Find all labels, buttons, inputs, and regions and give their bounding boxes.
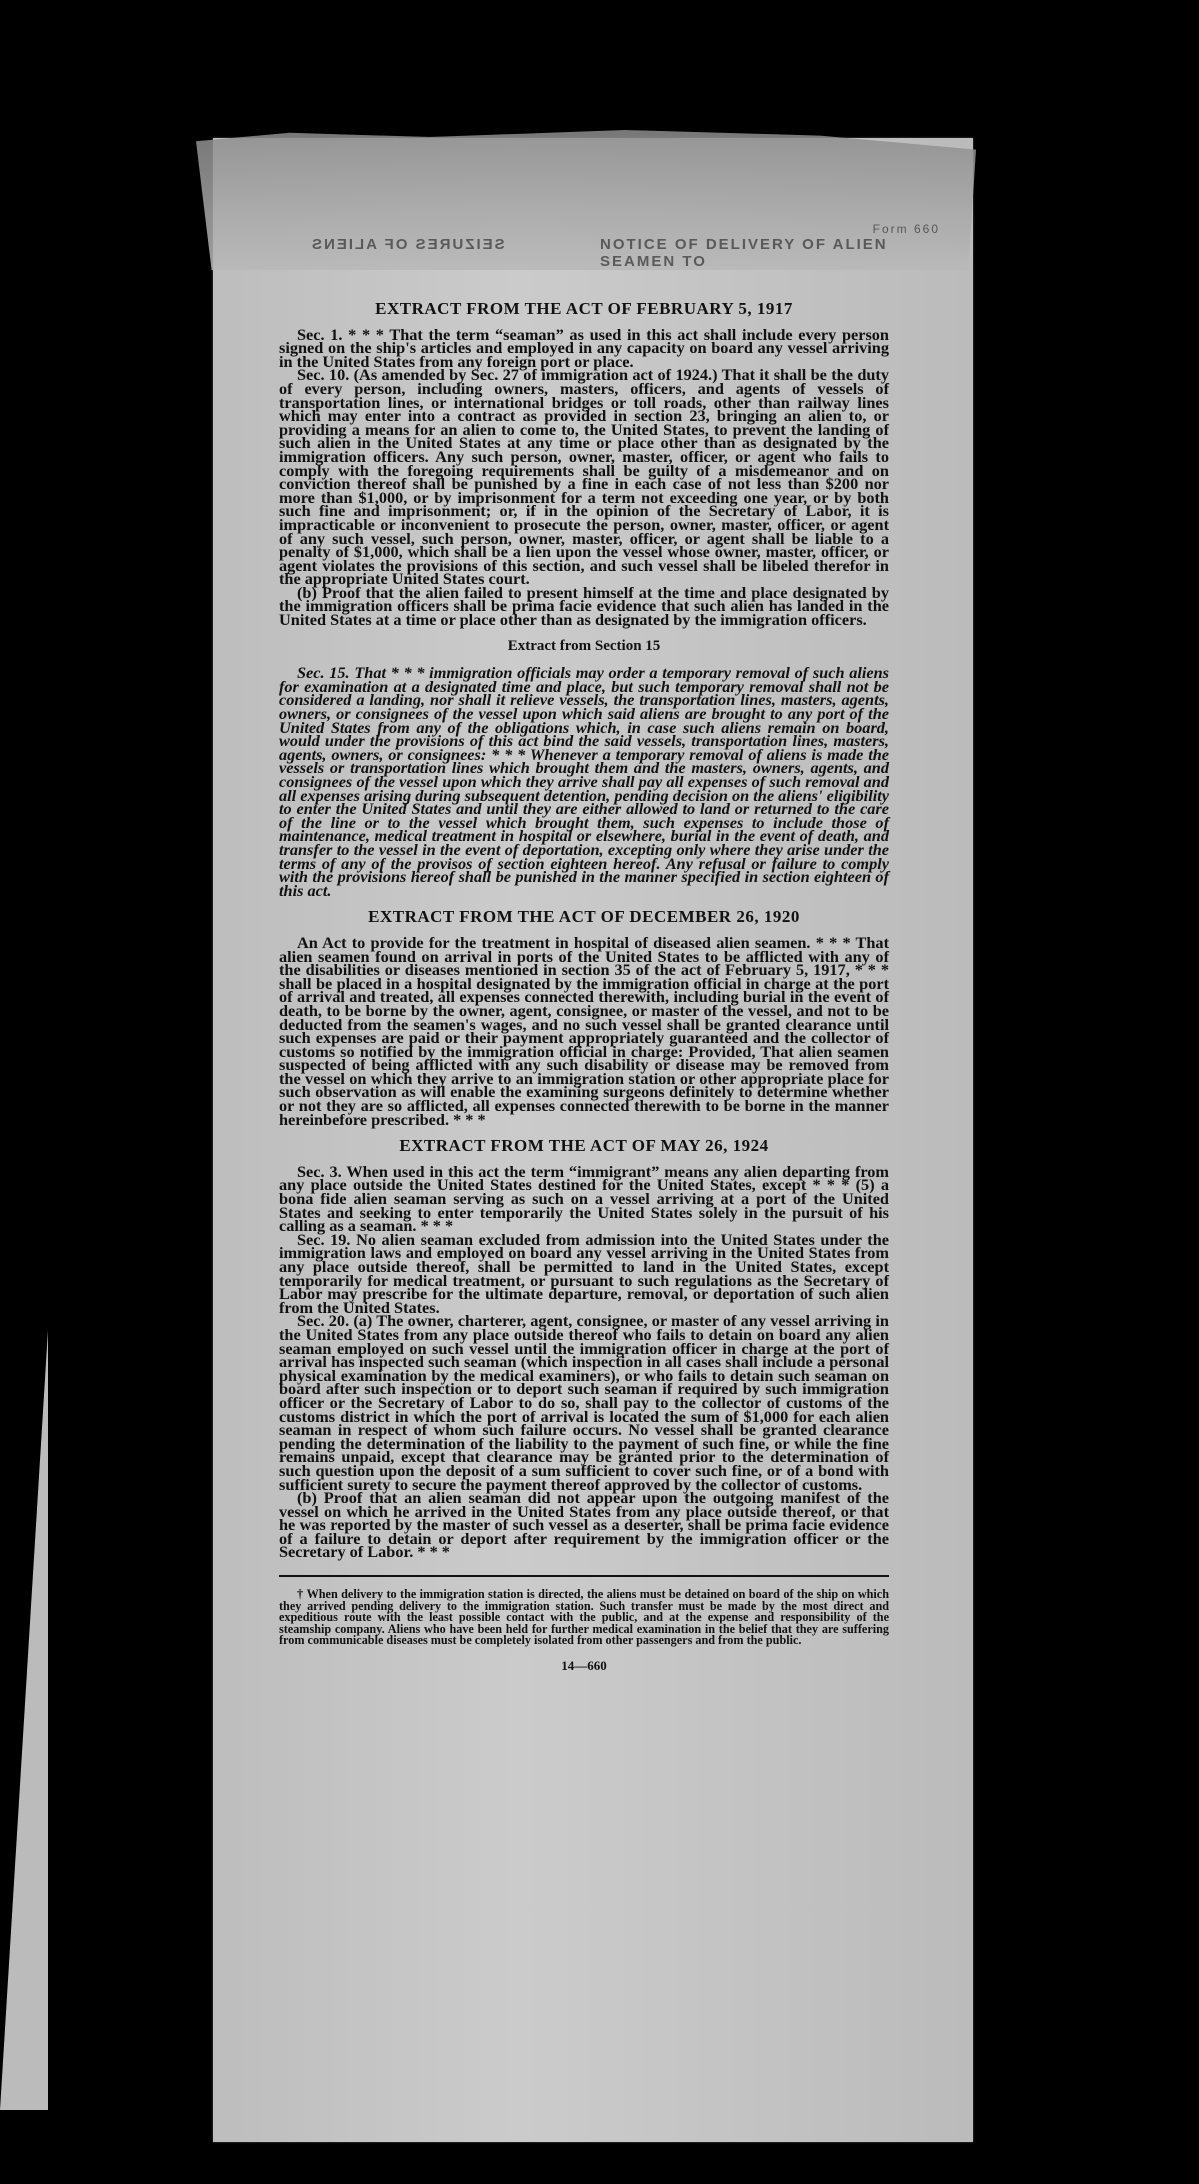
section-title-1924: EXTRACT FROM THE ACT OF MAY 26, 1924 — [399, 1136, 769, 1156]
paragraph-sec-1: Sec. 1. * * * That the term “seaman” as used in this act shall include every person signed on the ship's articles and employed in any capacity on board any vessel arriving in the United States from any foreign port or place. — [279, 324, 889, 371]
paragraph-sec-3: Sec. 3. When used in this act the term “immigrant” means any alien departing from any place outside the United States destined for the United States, except * * * (5) a bona fide alien seaman serving as such on a vessel arriving at a port of the United States and seeking to enter temporarily the United States solely in the pursuit of his calling as a seaman. * * * — [279, 1161, 889, 1236]
footnote — [279, 1589, 889, 1647]
form-header — [300, 222, 940, 270]
paragraph-sec-10: Sec. 10. (As amended by Sec. 27 of immigration act of 1924.) That it shall be the duty of every person, including owners, masters, officers, and agents of vessels of transportation lines, or international bridges or toll roads, other than railway lines which may enter into a contract as provided in section 23, bringing an alien to, or providing a means for an alien to come to, the United States, to prevent the landing of such alien in the United States at any time or place other than as designated by the immigration officers. Any such person, owner, master, officer, or agent who fails to comply with the foregoing requirements shall be guilty of a misdemeanor and on conviction thereof shall be punished by a fine in each case of not less than $200 nor more than $1,000, or by imprisonment for a term not exceeding one year, or by both such fine and imprisonment; or, if in the opinion of the Secretary of Labor, it is impracticable or inconvenient to prosecute the person, owner, master, officer, or agent of any such vessel, such person, owner, master, officer, or agent shall be liable to a penalty of $1,000, which shall be a lien upon the vessel whose owner, master, officer, or agent violates the provisions of this section, and such vessel shall be libeled therefor in the appropriate United States court. — [279, 365, 889, 589]
section-title-section-15: Extract from Section 15 — [507, 637, 661, 654]
page-number: 14—660 — [561, 1657, 607, 1673]
footnote-divider — [279, 1575, 889, 1577]
paragraph-sec-20: Sec. 20. (a) The owner, charterer, agent, consignee, or master of any vessel arriving in the United States from any place outside thereof who fails to detain on board any alien seaman employed on such vessel until the immigration officer in charge at the port of arrival has inspected such seaman (which inspection in all cases shall include a personal physical examination by the medical examiners), or who fails to detain such seaman on board after such inspection or to deport such seaman if required by such immigration officer or the Secretary of Labor to do so, shall pay to the collector of customs of the customs district in which the port of arrival is located the sum of $1,000 for each alien seaman in respect of whom such failure occurs. No vessel shall be granted clearance pending the determination of the liability to the payment of such fine, or while the fine remains unpaid, except that clearance may be granted prior to the determination of such question upon the deposit of a sum sufficient to cover such fine, or of a bond with sufficient surety to secure the payment thereof approved by the collector of customs. — [279, 1311, 889, 1494]
paragraph-sec-19: Sec. 19. No alien seaman excluded from admission into the United States under the immigration laws and employed on board any vessel arriving in the United States from any place outside thereof, shall be permitted to land in the United States, except temporarily for medical treatment, or pursuant to such regulations as the Secretary of Labor may prescribe for the ultimate departure, removal, or deportation of such alien from the United States. — [279, 1229, 889, 1317]
form-number: Form 660 — [872, 222, 940, 236]
notice-title: NOTICE OF DELIVERY OF ALIEN SEAMEN TO — [600, 236, 888, 270]
paragraph-sec-15: Sec. 15. That * * * immigration officials may order a temporary removal of such aliens for examination at a designated time and place, but such temporary removal shall not be considered a landing, nor shall it relieve vessels, the transportation lines, masters, agents, owners, or consignees of the vessel upon which said aliens are brought to any port of the United States from any of the obligations which, in case such aliens remain on board, would under the provisions of this act bind the said vessels, transportation lines, masters, agents, owners, or consignees: * * * Whenever a temporary removal of aliens is made the vessels or transportation lines which brought them and the masters, owners, agents, and consignees of the vessel upon which they arrive shall pay all expenses of such removal and all expenses arising during subsequent detention, pending decision on the aliens' eligibility to enter the United States and until they are either allowed to land or returned to the care of the line or to the vessel which brought them, such expenses to include those of maintenance, medical treatment in hospital or elsewhere, burial in the event of death, and transfer to the vessel in the event of deportation, excepting only where they arise under the terms of any of the provisos of section eighteen hereof. Any refusal or failure to comply with the provisions hereof shall be punished in the manner specified in section eighteen of this act. — [279, 663, 889, 900]
paragraph-sec-20-b: (b) Proof that an alien seaman did not appear upon the outgoing manifest of the vessel on which he arrived in the United States from any place outside thereof, or that he was reported by the master of such vessel as a deserter, shall be prima facie evidence of a failure to detain or deport after requirement by the immigration officer or the Secretary of Labor. * * * — [279, 1488, 889, 1562]
mirrored-header-text: SEIZURES OF ALIENS — [310, 236, 505, 253]
section-title-1920: EXTRACT FROM THE ACT OF DECEMBER 26, 1920 — [368, 907, 800, 927]
adjacent-sheet-edge — [0, 1330, 48, 2110]
document-body — [279, 299, 889, 1673]
section-title-1917: EXTRACT FROM THE ACT OF FEBRUARY 5, 1917 — [375, 299, 793, 318]
paragraph-act-1920: An Act to provide for the treatment in hospital of diseased alien seamen. * * * That alien seamen found on arrival in ports of the United States to be afflicted with any of the disabilities or diseases mentioned in section 35 of the act of February 5, 1917, * * * shall be placed in a hospital designated by the immigration official in charge at the port of arrival and treated, all expenses connected therewith, including burial in the event of death, to be borne by the owner, agent, consignee, or master of the vessel, and not to be deducted from the seamen's wages, and no such vessel shall be granted clearance until such expenses are paid or their payment appropriately guaranteed and the collector of customs so notified by the immigration official in charge: Provided, That alien seamen suspected of being afflicted with any such disability or disease may be removed from the vessel on which they arrive to an immigration station or other appropriate place for such observation as will enable the examining surgeons definitely to determine whether or not they are so afflicted, all expenses connected therewith to be borne in the manner hereinbefore prescribed. * * * — [279, 932, 889, 1129]
paragraph-proof-b: (b) Proof that the alien failed to present himself at the time and place designated by the immigration officers shall be prima facie evidence that such alien has landed in the United States at a time or place other than as designated by the immigration officers. — [279, 582, 889, 630]
footnote-text: † When delivery to the immigration station is directed, the aliens must be detained on board of the ship on which they arrived pending delivery to the immigration station. Such transfer must be made by the most direct and expeditious route with the least possible contact with the public, and at the expense and responsibility of the steamship company. Aliens who have been held for further medical examination in the belief that they are suffering from communicable diseases must be completely isolated from other passengers and from the public. — [279, 1587, 889, 1648]
